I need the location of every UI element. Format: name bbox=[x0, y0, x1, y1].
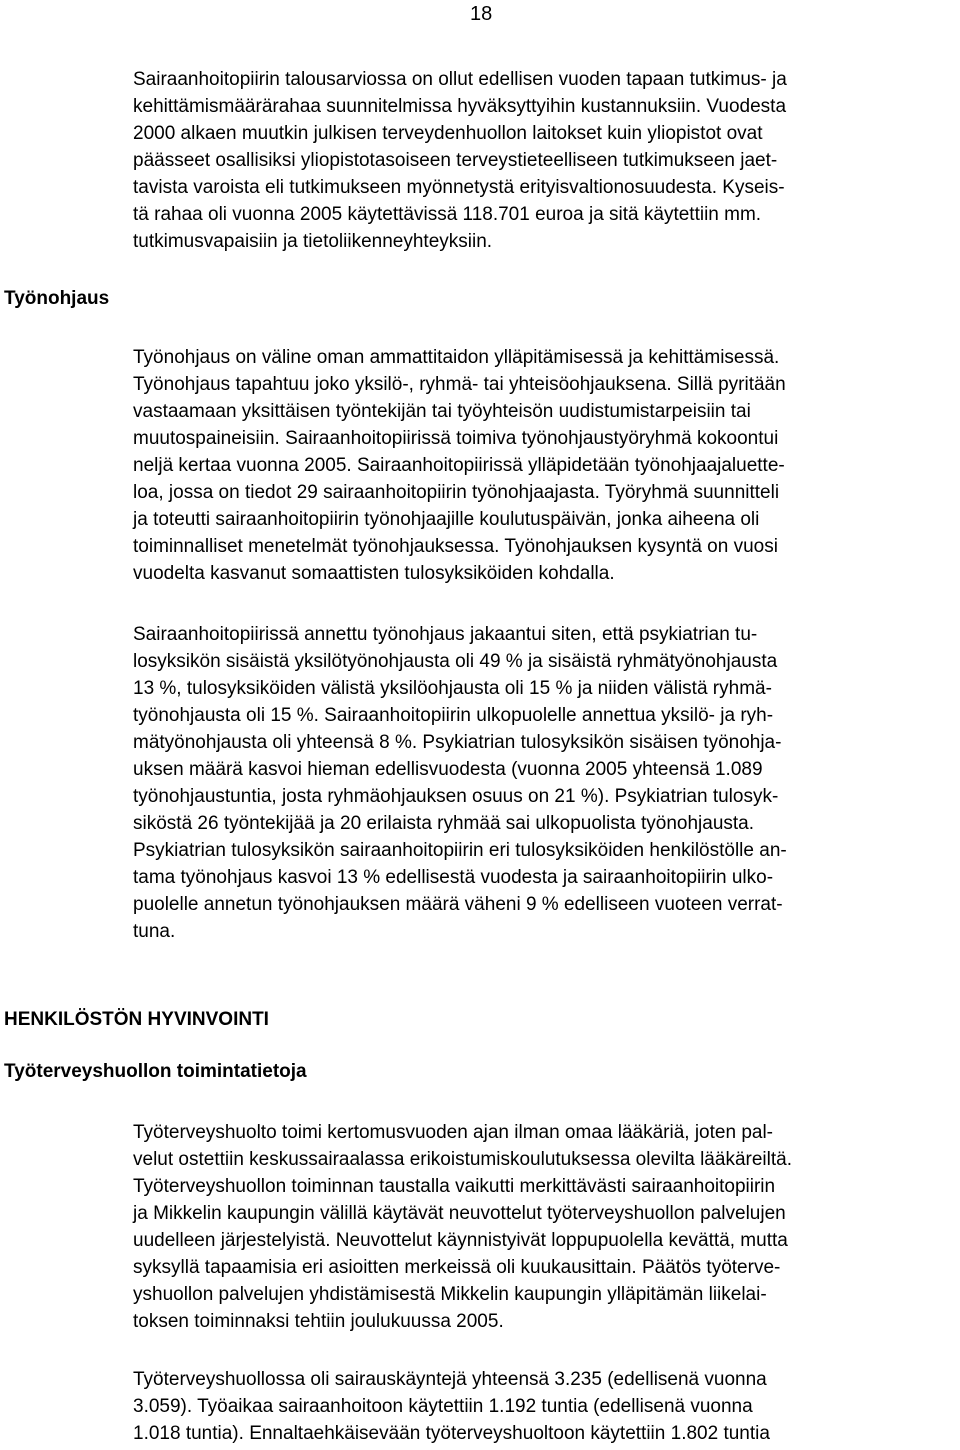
text-line: ja toteutti sairaanhoitopiirin työnohjaajille koulutuspäivän, jonka aiheena oli bbox=[133, 509, 760, 530]
text-line: toiminnalliset menetelmät työnohjauksessa. Työnohjauksen kysyntä on vuosi bbox=[133, 536, 778, 557]
text-line: Työterveyshuollossa oli sairauskäyntejä yhteensä 3.235 (edellisenä vuonna bbox=[133, 1369, 767, 1390]
paragraph-counselling-distribution bbox=[133, 621, 787, 945]
text-line: Sairaanhoitopiirin talousarviossa on ollut edellisen vuoden tapaan tutkimus- ja bbox=[133, 69, 787, 90]
subheading-occupational-health: Työterveyshuollon toimintatietoja bbox=[4, 1061, 307, 1082]
text-line: muutospaineisiin. Sairaanhoitopiirissä toimiva työnohjaustyöryhmä kokoontui bbox=[133, 428, 779, 449]
text-line: vuodelta kasvanut somaattisten tulosyksiköiden kohdalla. bbox=[133, 563, 615, 584]
text-line: velut ostettiin keskussairaalassa erikoistumiskoulutuksessa olevilta lääkäreiltä. bbox=[133, 1149, 792, 1170]
text-line: siköstä 26 työntekijää ja 20 erilaista ryhmää sai ulkopuolista työnohjausta. bbox=[133, 813, 755, 834]
text-line: Sairaanhoitopiirissä annettu työnohjaus jakaantui siten, että psykiatrian tu- bbox=[133, 624, 758, 645]
paragraph-work-counselling bbox=[133, 344, 786, 587]
text-line: tavista varoista eli tutkimukseen myönnetystä erityisvaltionosuudesta. Kyseis- bbox=[133, 177, 785, 198]
text-line: puolelle annetun työnohjauksen määrä väheni 9 % edelliseen vuoteen verrat- bbox=[133, 894, 783, 915]
paragraph-sick-visits bbox=[133, 1366, 770, 1447]
text-line: neljä kertaa vuonna 2005. Sairaanhoitopiirissä ylläpidetään työnohjaajaluette- bbox=[133, 455, 785, 476]
text-line: ja Mikkelin kaupungin välillä käytävät neuvottelut työterveyshuollon palvelujen bbox=[133, 1203, 786, 1224]
text-line: losyksikön sisäistä yksilötyönohjausta oli 49 % ja sisäistä ryhmätyönohjausta bbox=[133, 651, 778, 672]
text-line: kehittämismäärärahaa suunnitelmissa hyväksyttyihin kustannuksiin. Vuodesta bbox=[133, 96, 787, 117]
text-line: vastaamaan yksittäisen työntekijän tai työyhteisön uudistumistarpeisiin tai bbox=[133, 401, 751, 422]
text-line: toksen toiminnaksi tehtiin joulukuussa 2005. bbox=[133, 1311, 504, 1332]
page-number: 18 bbox=[470, 3, 493, 25]
text-line: 13 %, tulosyksiköiden välistä yksilöohjausta oli 15 % ja niiden välistä ryhmä- bbox=[133, 678, 772, 699]
side-heading-tyonohjaus: Työnohjaus bbox=[4, 288, 110, 309]
text-line: Työterveyshuollon toiminnan taustalla vaikutti merkittävästi sairaanhoitopiirin bbox=[133, 1176, 776, 1197]
text-line: 1.018 tuntia). Ennaltaehkäisevään työterveyshuoltoon käytettiin 1.802 tuntia bbox=[133, 1423, 770, 1444]
text-line: syksyllä tapaamisia eri asioitten merkeissä oli kuukausittain. Päätös työterve- bbox=[133, 1257, 781, 1278]
text-line: tuna. bbox=[133, 921, 176, 942]
paragraph-research-funding bbox=[133, 66, 787, 255]
text-line: 3.059). Työaikaa sairaanhoitoon käytettiin 1.192 tuntia (edellisenä vuonna bbox=[133, 1396, 753, 1417]
text-line: tä rahaa oli vuonna 2005 käytettävissä 118.701 euroa ja sitä käytettiin mm. bbox=[133, 204, 762, 225]
paragraph-occupational-health bbox=[133, 1119, 792, 1335]
text-line: mätyönohjausta oli yhteensä 8 %. Psykiatrian tulosyksikön sisäisen työnohja- bbox=[133, 732, 782, 753]
text-line: Työnohjaus tapahtuu joko yksilö-, ryhmä- tai yhteisöohjauksena. Sillä pyritään bbox=[133, 374, 786, 395]
text-line: Työterveyshuolto toimi kertomusvuoden ajan ilman omaa lääkäriä, joten pal- bbox=[133, 1122, 773, 1143]
text-line: työnohjausta oli 15 %. Sairaanhoitopiirin ulkopuolelle annettua yksilö- ja ryh- bbox=[133, 705, 774, 726]
text-line: uksen määrä kasvoi hieman edellisvuodesta (vuonna 2005 yhteensä 1.089 bbox=[133, 759, 763, 780]
text-line: päässeet osallisiksi yliopistotasoiseen terveystieteelliseen tutkimukseen jaet- bbox=[133, 150, 778, 171]
text-line: yshuollon palvelujen yhdistämisestä Mikkelin kaupungin ylläpitämän liikelai- bbox=[133, 1284, 767, 1305]
text-line: Työnohjaus on väline oman ammattitaidon ylläpitämisessä ja kehittämisessä. bbox=[133, 347, 780, 368]
section-heading-staff-wellbeing: HENKILÖSTÖN HYVINVOINTI bbox=[4, 1009, 269, 1030]
text-line: työnohjaustuntia, josta ryhmäohjauksen osuus on 21 %). Psykiatrian tulosyk- bbox=[133, 786, 779, 807]
text-line: tutkimusvapaisiin ja tietoliikenneyhteyksiin. bbox=[133, 231, 493, 252]
text-line: loa, jossa on tiedot 29 sairaanhoitopiirin työnohjaajasta. Työryhmä suunnitteli bbox=[133, 482, 780, 503]
text-line: uudelleen järjestelyistä. Neuvottelut käynnistyivät loppupuolella kevättä, mutta bbox=[133, 1230, 788, 1251]
text-line: Psykiatrian tulosyksikön sairaanhoitopiirin eri tulosyksiköiden henkilöstölle an- bbox=[133, 840, 787, 861]
text-line: tama työnohjaus kasvoi 13 % edellisestä vuodesta ja sairaanhoitopiirin ulko- bbox=[133, 867, 774, 888]
text-line: 2000 alkaen muutkin julkisen terveydenhuollon laitokset kuin yliopistot ovat bbox=[133, 123, 763, 144]
